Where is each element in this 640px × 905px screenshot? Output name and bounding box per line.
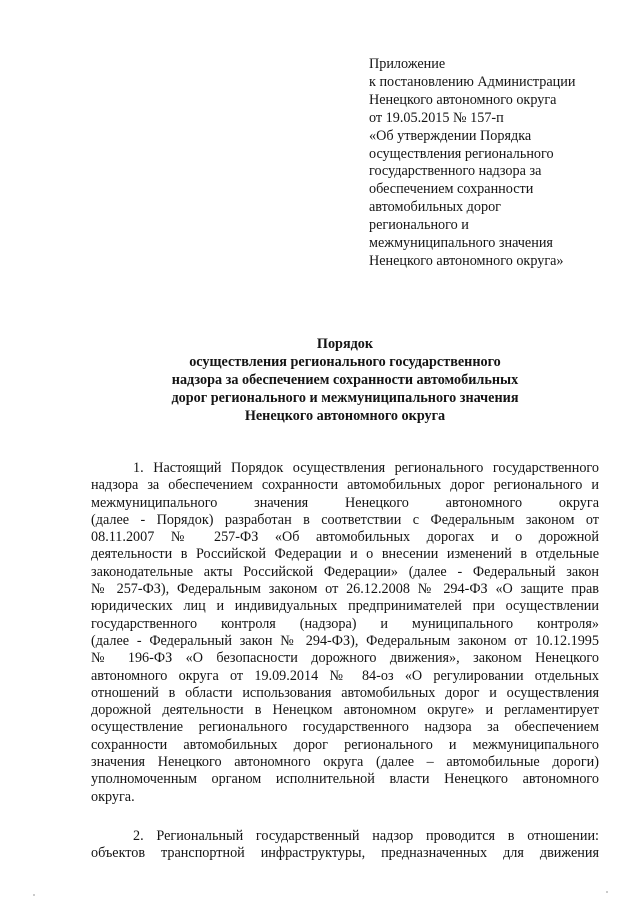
appendix-line: «Об утверждении Порядка — [369, 127, 532, 144]
appendix-block — [369, 56, 619, 271]
body-line: осуществление регионального государственного надзора за обеспечением — [91, 719, 599, 736]
scan-speck — [606, 891, 608, 893]
title-line: Ненецкого автономного округа — [244, 408, 446, 424]
appendix-line: государственного надзора за — [369, 163, 542, 180]
title-line: осуществления регионального государственного — [189, 354, 501, 370]
appendix-line: Ненецкого автономного округа — [369, 91, 557, 108]
body-line: межмуниципального значения Ненецкого автономного округа — [91, 494, 599, 511]
body-line: отношений в области использования автомобильных дорог и осуществления — [91, 684, 599, 701]
appendix-line: регионального и — [369, 217, 469, 234]
appendix-line: к постановлению Администрации — [369, 73, 576, 90]
paragraph-2 — [91, 828, 599, 863]
body-line: значения Ненецкого автономного округа (далее – автомобильные дороги) — [91, 754, 599, 771]
appendix-line: Ненецкого автономного округа» — [369, 252, 564, 269]
appendix-line: обеспечением сохранности — [369, 181, 534, 198]
body-line: объектов транспортной инфраструктуры, предназначенных для движения — [91, 845, 599, 862]
body-line: 1. Настоящий Порядок осуществления регионального государственного — [133, 460, 599, 476]
document-title — [90, 335, 600, 425]
body-line: деятельности в Российской Федерации и о внесении изменений в отдельные — [91, 546, 599, 563]
body-line: надзора за обеспечением сохранности автомобильных дорог регионального и — [91, 477, 599, 494]
paragraph-1 — [91, 460, 599, 806]
title-line: Порядок — [316, 336, 374, 352]
body-line: автономного округа от 19.09.2014 № 84-оз «О регулировании отдельных — [91, 667, 599, 684]
body-line: округа. — [91, 788, 135, 805]
body-line: государственного контроля (надзора) и муниципального контроля» — [91, 615, 599, 632]
body-line: (далее - Порядок) разработан в соответствии с Федеральным законом от — [91, 511, 599, 528]
appendix-line: межмуниципального значения — [369, 235, 553, 252]
body-line: юридических лиц и индивидуальных предпринимателей при осуществлении — [91, 598, 599, 615]
body-line: (далее - Федеральный закон № 294-ФЗ), Федеральным законом от 10.12.1995 — [91, 632, 599, 649]
title-line: дорог регионального и межмуниципального значения — [171, 390, 519, 406]
appendix-line: от 19.05.2015 № 157-п — [369, 109, 504, 126]
body-line: № 196-ФЗ «О безопасности дорожного движения», законом Ненецкого — [91, 650, 599, 667]
body-line: 08.11.2007 № 257-ФЗ «Об автомобильных дорогах и о дорожной — [91, 529, 599, 546]
body-line: № 257-ФЗ), Федеральным законом от 26.12.2008 № 294-ФЗ «О защите прав — [91, 581, 599, 598]
scan-speck — [33, 894, 35, 896]
body-line: дорожной деятельности в Ненецком автономном округе» и регламентирует — [91, 702, 599, 719]
body-line: законодательные акты Российской Федерации» (далее - Федеральный закон — [91, 563, 599, 580]
appendix-line: Приложение — [369, 56, 446, 72]
body-line: сохранности автомобильных дорог регионального и межмуниципального — [91, 736, 599, 753]
appendix-line: осуществления регионального — [369, 145, 554, 162]
appendix-line: автомобильных дорог — [369, 199, 501, 216]
title-line: надзора за обеспечением сохранности автомобильных — [171, 372, 519, 388]
body-line: 2. Региональный государственный надзор проводится в отношении: — [133, 828, 599, 844]
body-line: уполномоченным органом исполнительной власти Ненецкого автономного — [91, 771, 599, 788]
